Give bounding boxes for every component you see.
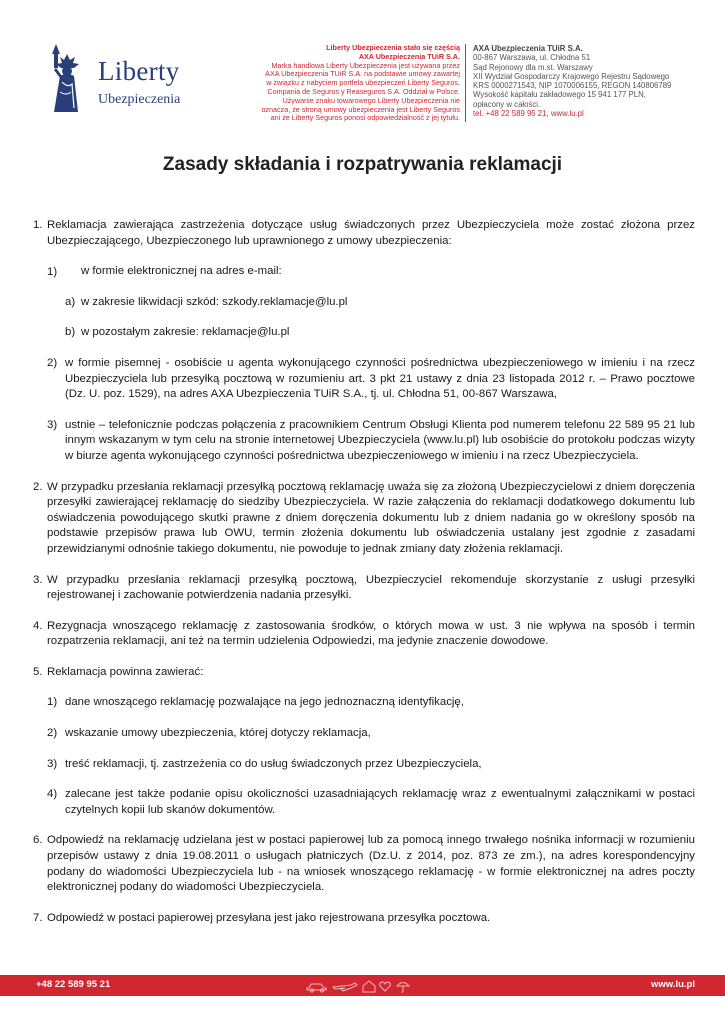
liberty-logo [38,42,198,114]
item-text: Reklamacja powinna zawierać: [47,665,204,678]
item-text: w pozostałym zakresie: reklamacje@lu.pl [81,326,290,339]
page-footer [0,975,725,996]
item-text: Odpowiedź w postaci papierowej przesyłana jest jako rejestrowana przesyłka pocztowa. [47,911,491,924]
list-item [33,295,695,311]
list-item [33,480,695,558]
header-divider [465,44,466,122]
logo-subtitle: Ubezpieczenia [98,92,181,107]
notice-line: Liberty Ubezpieczenia stało się częścią [326,43,460,52]
company-contact: tel. +48 22 589 95 21, www.lu.pl [473,109,584,119]
document-body [33,218,695,926]
plane-icon [333,983,357,991]
company-line: Sąd Rejonowy dla m.st. Warszawy [473,62,593,72]
item-number: 3) [47,418,58,431]
company-name: AXA Ubezpieczenia TUiR S.A. [473,44,583,53]
logo-name: Liberty [98,56,180,86]
notice-line: oznacza, że stroną umowy ubezpieczenia jest Liberty Seguros [261,104,460,114]
item-text: w zakresie likwidacji szkód: szkody.reklamacje@lu.pl [81,295,348,308]
item-text: zalecane jest także podanie opisu okoliczności uzasadniających reklamację wraz z ewentualnymi załącznikami w postaci czytelnych kopii lub skanów dokumentów. [65,788,695,816]
item-number: b) [65,326,76,339]
list-item [33,726,695,742]
item-number: 5. [33,665,43,678]
notice-line: AXA Ubezpieczenia TUiR S.A. na podstawie umowy zawartej [265,69,460,79]
statue-of-liberty-icon [38,42,96,114]
list-item [33,264,695,280]
item-text: w formie elektronicznej na adres e-mail: [81,265,282,278]
notice-line: w związku z nabyciem portfela ubezpieczeń Liberty Seguros, [266,78,460,88]
list-item [33,665,695,681]
notice-line: Używanie znaku towarowego Liberty Ubezpieczenia nie [282,95,460,105]
company-line: opłacony w całości. [473,99,541,109]
item-number: 3. [33,573,43,586]
notice-line: ani że Liberty Seguros ponosi odpowiedzialność z jej tytułu. [270,113,460,123]
item-text: Odpowiedź na reklamację udzielana jest w postaci papierowej lub za pomocą innego trwałego nośnika informacji w rozumieniu przepisów ustawy z dnia 19.08.2011 o usługach płatniczych (Dz.U. z 2014, poz. 873 ze zm.), na adres korespondencyjny podany do wiadomości Ubezpieczyciela lub - na wniosek wnoszącego reklamację - w formie elektronicznej na adres poczty elektronicznej podany do wiadomości Ubezpieczyciela. [47,834,695,894]
item-number: 2. [33,480,43,493]
footer-icons [305,977,415,994]
item-number: 6. [33,834,43,847]
item-text: Rezygnacja wnoszącego reklamację z zastosowania środków, o których mowa w ust. 3 nie wpływa na sposób i termin rozpatrzenia reklamacji, ani też na termin udzielenia Odpowiedzi, ma jedynie znaczenie dowodowe. [47,619,695,648]
footer-url: www.lu.pl [651,979,695,990]
list-item [33,573,695,604]
company-line: 00-867 Warszawa, ul. Chłodna 51 [473,53,591,63]
list-item [33,619,695,650]
notice-line: AXA Ubezpieczenia TUiR S.A. [358,51,460,61]
company-line: KRS 0000271543, NIP 1070006155, REGON 140806789 [473,81,672,91]
list-item [33,418,695,465]
ownership-notice [228,44,460,123]
list-item [33,218,695,249]
heart-icon [380,982,391,991]
item-text: W przypadku przesłania reklamacji przesyłką pocztową reklamację uważa się za złożoną Ubezpieczycielowi z dniem doręczenia przesyłki zawierającej reklamację do siedziby Ubezpieczyciela. W razie załączenia do reklamacji dodatkowego dokumentu lub oświadczenia powodującego skutki prawne z dniem doręczenia dokumentu lub z dniem nadania go w określony sposób na podstawie przepisów prawa lub OWU, termin złożenia dokumentu lub oświadczenia ustalany jest zgodnie z zasadami przewidzianymi odnośnie takiego dokumentu, nie powoduje to jednak zmiany daty złożenia reklamacji. [47,480,695,555]
car-icon [307,984,326,992]
item-text: dane wnoszącego reklamację pozwalające na jego jednoznaczną identyfikację, [65,696,464,709]
document-title: Zasady składania i rozpatrywania reklamacji [162,154,563,175]
item-number: 3) [47,757,58,770]
item-text: Reklamacja zawierająca zastrzeżenia dotyczące usług świadczonych przez Ubezpieczyciela może zostać złożona przez Ubezpieczającego, Ubezpieczonego lub uprawnionego z umowy ubezpieczenia: [47,219,695,247]
company-info [473,44,713,118]
notice-line: Compania de Seguros y Reaseguros S.A. Oddział w Polsce. [267,86,460,96]
item-number: 1) [47,266,58,279]
item-number: 7. [33,911,43,924]
list-item [33,911,695,927]
list-item [33,787,695,818]
notice-line: Marka handlowa Liberty Ubezpieczenia jest używana przez [271,60,460,70]
item-text: w formie pisemnej - osobiście u agenta wykonującego czynności pośrednictwa ubezpieczeniowego w imieniu i na rzecz Ubezpieczyciela lub przesyłką pocztową w rozumieniu art. 3 pkt 21 ustawy z dnia 23 listopada 2012 r. – Prawo pocztowe (Dz. U. poz. 1529), na adres AXA Ubezpieczenia TUiR S.A., tj. ul. Chłodna 51, 00-867 Warszawa, [65,356,695,401]
company-line: Wysokość kapitału zakładowego 15 941 177 PLN, [473,90,646,100]
item-text: treść reklamacji, tj. zastrzeżenia co do usług świadczonych przez Ubezpieczyciela, [65,757,482,770]
item-number: 4. [33,619,43,632]
umbrella-icon [397,983,409,993]
item-text: ustnie – telefonicznie podczas połączenia z pracownikiem Centrum Obsługi Klienta pod numerem telefonu 22 589 95 21 lub innym wskazanym w tym celu na stronie internetowej Ubezpieczyciela (www.lu.pl) lub osobiście do protokołu podczas wizyty w biurze agenta wykonującego czynności pośrednictwa ubezpieczeniowego w imieniu i na rzecz Ubezpieczyciela. [65,418,695,462]
item-number: 2) [47,727,58,740]
list-item [33,356,695,403]
item-number: 4) [47,788,58,801]
list-item [33,695,695,711]
footer-phone: +48 22 589 95 21 [36,979,111,990]
list-item [33,833,695,895]
item-number: 2) [47,356,58,369]
page-header [0,0,725,130]
item-number: a) [65,295,76,308]
house-icon [363,981,375,992]
company-line: XII Wydział Gospodarczy Krajowego Rejestru Sądowego [473,71,670,81]
item-number: 1. [33,219,43,231]
list-item [33,325,695,341]
item-number: 1) [47,696,58,709]
item-text: wskazanie umowy ubezpieczenia, której dotyczy reklamacja, [65,727,371,740]
item-text: W przypadku przesłania reklamacji przesyłką pocztową, Ubezpieczyciel rekomenduje skorzystanie z usługi przesyłki rejestrowanej i zachowanie potwierdzenia nadania przesyłki. [47,573,695,602]
list-item [33,757,695,773]
